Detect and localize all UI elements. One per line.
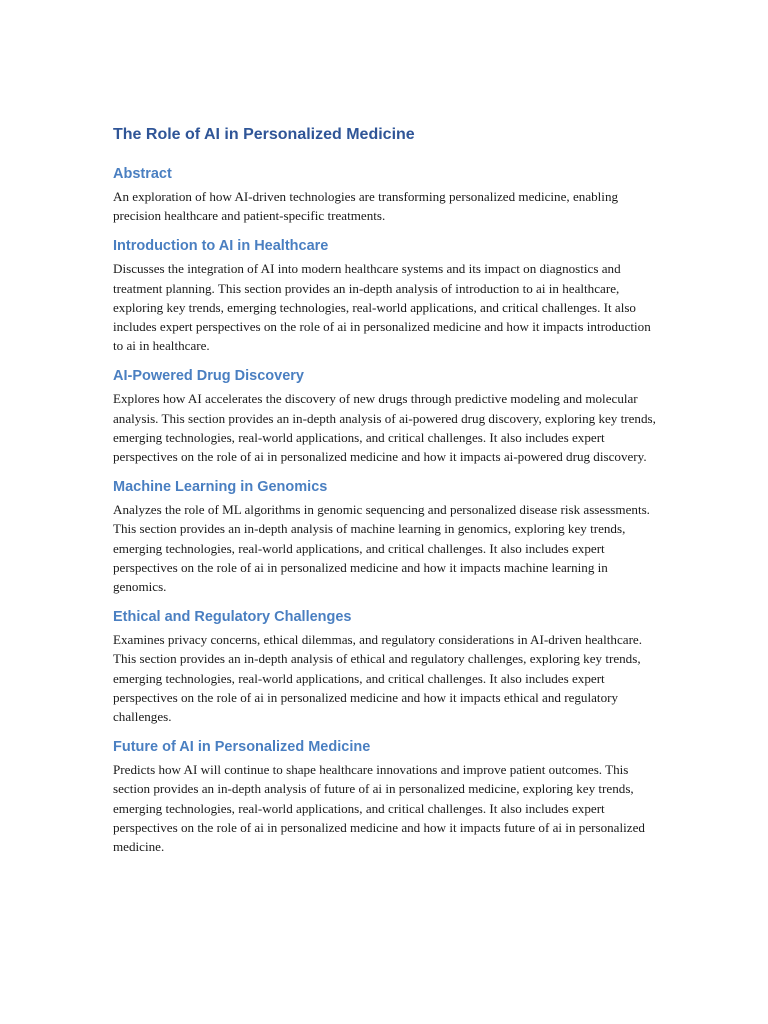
section-abstract — [113, 165, 658, 225]
section-introduction — [113, 237, 658, 355]
section-body: Explores how AI accelerates the discovery of new drugs through predictive modeling and molecular analysis. This section provides an in-depth analysis of ai-powered drug discovery, exploring key trends, emerging technologies, real-world applications, and critical challenges. It also includes expert perspectives on the role of ai in personalized medicine and how it impacts ai-powered drug discovery. — [113, 391, 656, 465]
section-future — [113, 738, 658, 856]
section-drug-discovery — [113, 367, 658, 466]
section-heading: Introduction to AI in Healthcare — [113, 238, 329, 255]
section-body: Discusses the integration of AI into modern healthcare systems and its impact on diagnostics and treatment planning. This section provides an in-depth analysis of introduction to ai in healthcare, exploring key trends, emerging technologies, real-world applications, and critical challenges. It also includes expert perspectives on the role of ai in personalized medicine and how it impacts introduction to ai in healthcare. — [113, 261, 651, 354]
section-body: Analyzes the role of ML algorithms in genomic sequencing and personalized disease risk assessments. This section provides an in-depth analysis of machine learning in genomics, exploring key trends, emerging technologies, real-world applications, and critical challenges. It also includes expert perspectives on the role of ai in personalized medicine and how it impacts machine learning in genomics. — [113, 502, 650, 595]
section-heading: Future of AI in Personalized Medicine — [113, 739, 371, 756]
section-heading: Machine Learning in Genomics — [113, 479, 328, 496]
section-body: Predicts how AI will continue to shape healthcare innovations and improve patient outcomes. This section provides an in-depth analysis of future of ai in personalized medicine, exploring key trends, emerging technologies, real-world applications, and critical challenges. It also includes expert perspectives on the role of ai in personalized medicine and how it impacts future of ai in personalized medicine. — [113, 762, 645, 855]
section-body: Examines privacy concerns, ethical dilemmas, and regulatory considerations in AI-driven healthcare. This section provides an in-depth analysis of ethical and regulatory challenges, exploring key trends, emerging technologies, real-world applications, and critical challenges. It also includes expert perspectives on the role of ai in personalized medicine and how it impacts ethical and regulatory challenges. — [113, 632, 643, 725]
section-heading: Abstract — [113, 166, 172, 182]
section-ethics — [113, 608, 658, 726]
section-genomics — [113, 478, 658, 596]
document-page — [113, 124, 658, 868]
section-heading: AI-Powered Drug Discovery — [113, 368, 304, 385]
section-body: An exploration of how AI-driven technologies are transforming personalized medicine, enabling precision healthcare and patient-specific treatments. — [113, 189, 619, 224]
section-heading: Ethical and Regulatory Challenges — [113, 609, 352, 626]
document-title: The Role of AI in Personalized Medicine — [113, 126, 415, 143]
